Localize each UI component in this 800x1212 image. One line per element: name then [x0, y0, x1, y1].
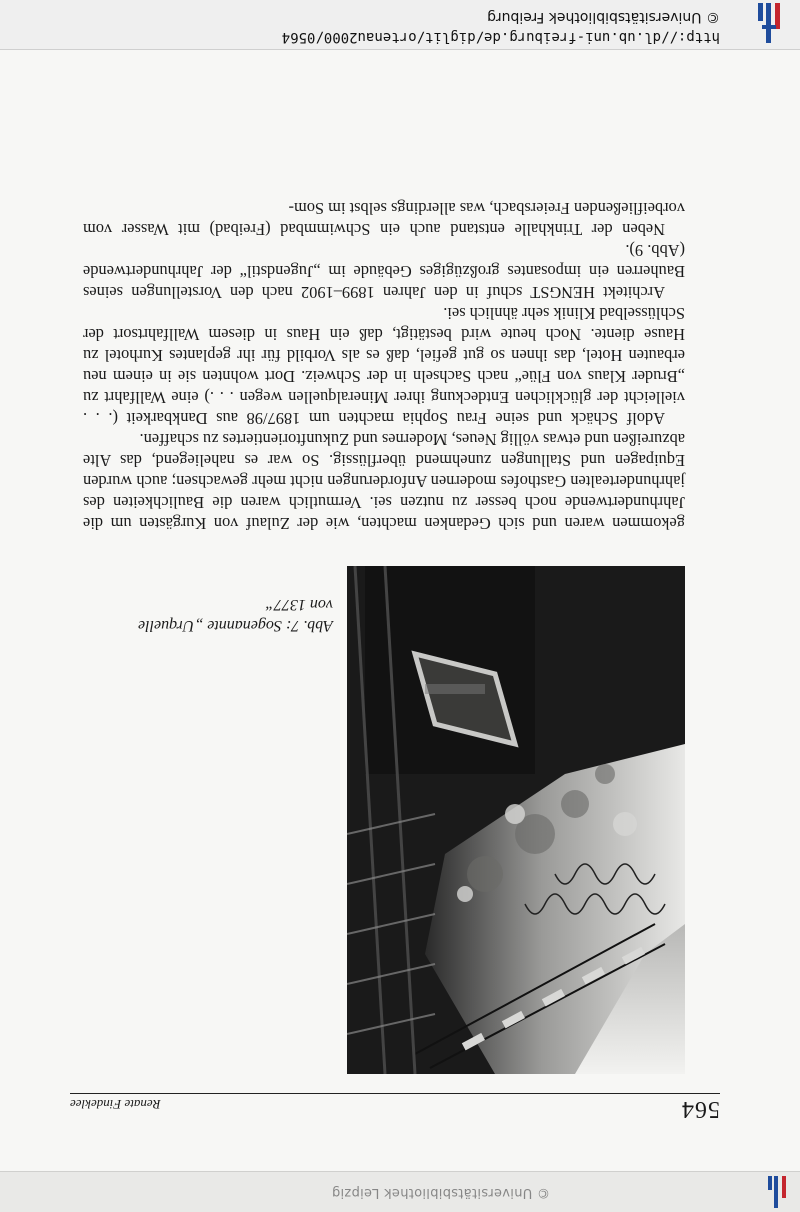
paragraph-4: Neben der Trinkhalle entstand auch ein Schwimmbad (Freibad) mit Wasser vom vorbeifließenden Freiersbach, was allerdings selbst im Som-: [83, 199, 685, 239]
body-text: [83, 198, 685, 534]
figure-photo: [347, 566, 685, 1074]
paragraph-2: Adolf Schäck und seine Frau Sophia machten um 1897/98 aus Dankbarkeit (. . . vielleicht der glücklichen Entdeckung ihrer Mineralquellen wegen . . .) eine Wallfahrt zu „Bruder Klaus von Flüe“ nach Sachseln in der Schweiz. Dort wohnten sie in einem neu erbauten Hotel, das ihnen so gut gefiel, daß es als Vorbild für ihr geplantes Kurhotel zu Hause diente. Noch heute wird bestätigt, daß ein Haus in diesem Wallfahrtsort der Schlüsselbad Klinik sehr ähnlich sei.: [83, 304, 685, 428]
library-logo-icon: [766, 1176, 788, 1208]
watermark-leipzig: © Universitätsbibliothek Leipzig: [331, 1185, 550, 1200]
paragraph-1: gekommen waren und sich Gedanken machten, wie der Zulauf von Kurgästen um die Jahrhundertwende noch besser zu nutzen sei. Vermutlich waren die Baulichkeiten des jahrhundertealten Gasthofes modernen Anforderungen nicht mehr gewachsen; auch wurden Equipagen und Stallungen zunehmend überflüssig. So war es naheliegend, das Alte abzureißen und etwas völlig Neues, Modernes und Zukunftorientiertes zu schaffen.: [83, 430, 685, 533]
figure-caption: Abb. 7: Sogenannte „Urquelle von 1377“: [138, 596, 333, 634]
source-url[interactable]: http://dl.ub.uni-freiburg.de/diglit/ortenau2000/0564: [281, 29, 720, 45]
paragraph-3: Architekt HENGST schuf in den Jahren 1899–1902 nach den Vorstellungen seines Bauherren ein imposantes großzügiges Gebäude im „Jugendstil“ der Jahrhundertwende (Abb. 9).: [83, 241, 685, 302]
library-logo-icon: [754, 3, 784, 43]
running-head: Renate Findeklee: [70, 1097, 161, 1112]
top-watermark-band: [0, 1171, 800, 1212]
header-rule: [70, 1093, 720, 1094]
watermark-freiburg: © Universitätsbibliothek Freiburg: [487, 9, 720, 25]
bottom-watermark-band: [0, 0, 800, 50]
page-number: 564: [681, 1096, 720, 1122]
